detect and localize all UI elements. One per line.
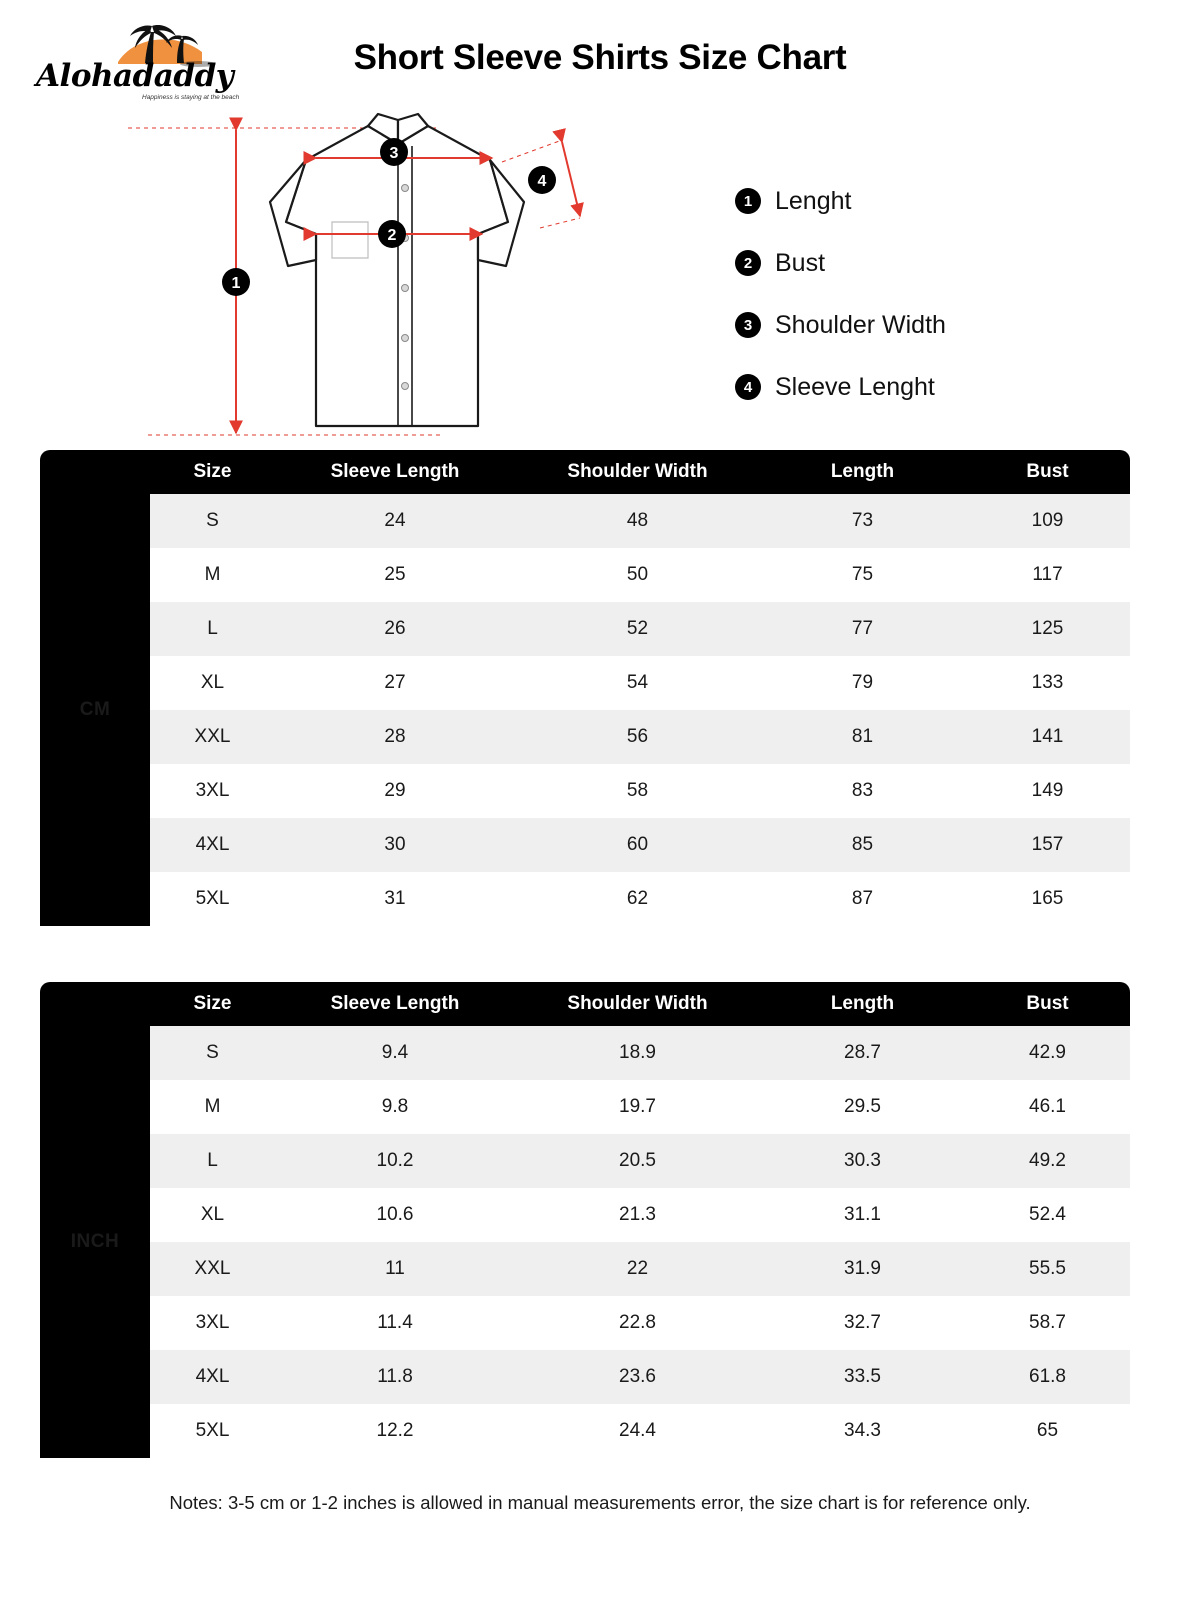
- cell-size: 3XL: [150, 764, 275, 818]
- cell-sleeve-length: 12.2: [275, 1404, 515, 1458]
- cell-bust: 61.8: [965, 1350, 1130, 1404]
- table-row: [40, 872, 1130, 926]
- unit-header-cell: [40, 450, 150, 494]
- cell-length: 73: [760, 494, 965, 548]
- cell-length: 28.7: [760, 1026, 965, 1080]
- cell-sleeve-length: 25: [275, 548, 515, 602]
- cell-size: S: [150, 494, 275, 548]
- cell-bust: 58.7: [965, 1296, 1130, 1350]
- cell-sleeve-length: 11: [275, 1242, 515, 1296]
- legend-label-1: Lenght: [775, 186, 852, 215]
- table-row: [40, 1296, 1130, 1350]
- cell-size: 5XL: [150, 1404, 275, 1458]
- column-header-sleeve-length: Sleeve Length: [275, 450, 515, 494]
- cell-bust: 49.2: [965, 1134, 1130, 1188]
- cell-length: 32.7: [760, 1296, 965, 1350]
- table-row: [40, 656, 1130, 710]
- cell-length: 34.3: [760, 1404, 965, 1458]
- cell-bust: 117: [965, 548, 1130, 602]
- svg-text:4: 4: [537, 173, 547, 190]
- cell-bust: 133: [965, 656, 1130, 710]
- cell-shoulder-width: 22: [515, 1242, 760, 1296]
- svg-text:3: 3: [389, 145, 399, 162]
- cell-shoulder-width: 21.3: [515, 1188, 760, 1242]
- brand-name: Alohadaddy: [36, 58, 234, 94]
- cell-size: 4XL: [150, 818, 275, 872]
- legend-label-4: Sleeve Lenght: [775, 372, 935, 401]
- column-header-bust: Bust: [965, 982, 1130, 1026]
- cell-length: 33.5: [760, 1350, 965, 1404]
- unit-label-cm: CM: [40, 494, 150, 926]
- cell-sleeve-length: 27: [275, 656, 515, 710]
- cell-shoulder-width: 56: [515, 710, 760, 764]
- table-row: [40, 1080, 1130, 1134]
- cell-sleeve-length: 28: [275, 710, 515, 764]
- cell-sleeve-length: 9.8: [275, 1080, 515, 1134]
- legend-label-3: Shoulder Width: [775, 310, 946, 339]
- page-title: Short Sleeve Shirts Size Chart: [353, 38, 847, 77]
- cell-length: 83: [760, 764, 965, 818]
- cell-bust: 42.9: [965, 1026, 1130, 1080]
- table-row: [40, 494, 1130, 548]
- diagram-legend: [735, 170, 946, 418]
- cell-shoulder-width: 50: [515, 548, 760, 602]
- cell-sleeve-length: 31: [275, 872, 515, 926]
- cell-sleeve-length: 29: [275, 764, 515, 818]
- table-spacer: [0, 926, 1200, 982]
- table-header-row: [40, 982, 1130, 1026]
- legend-item-sleeve-length: [735, 356, 946, 418]
- column-header-shoulder-width: Shoulder Width: [515, 982, 760, 1026]
- cell-bust: 165: [965, 872, 1130, 926]
- cell-bust: 52.4: [965, 1188, 1130, 1242]
- cell-length: 31.9: [760, 1242, 965, 1296]
- cell-size: L: [150, 1134, 275, 1188]
- cell-shoulder-width: 23.6: [515, 1350, 760, 1404]
- cell-length: 75: [760, 548, 965, 602]
- legend-item-length: [735, 170, 946, 232]
- cell-bust: 149: [965, 764, 1130, 818]
- cell-size: L: [150, 602, 275, 656]
- cell-shoulder-width: 52: [515, 602, 760, 656]
- legend-label-2: Bust: [775, 248, 826, 277]
- table-row: [40, 710, 1130, 764]
- cell-sleeve-length: 10.2: [275, 1134, 515, 1188]
- cell-sleeve-length: 24: [275, 494, 515, 548]
- cell-length: 31.1: [760, 1188, 965, 1242]
- legend-badge-3: 3: [735, 312, 761, 338]
- legend-badge-2: 2: [735, 250, 761, 276]
- column-header-bust: Bust: [965, 450, 1130, 494]
- cell-bust: 55.5: [965, 1242, 1130, 1296]
- table-row: [40, 1350, 1130, 1404]
- cm-size-table: [40, 450, 1130, 926]
- cell-length: 87: [760, 872, 965, 926]
- cell-shoulder-width: 48: [515, 494, 760, 548]
- table-row: [40, 764, 1130, 818]
- cell-size: XXL: [150, 710, 275, 764]
- column-header-size: Size: [150, 450, 275, 494]
- cell-sleeve-length: 26: [275, 602, 515, 656]
- cell-length: 29.5: [760, 1080, 965, 1134]
- shirt-illustration: [110, 110, 710, 450]
- cell-shoulder-width: 54: [515, 656, 760, 710]
- legend-item-shoulder-width: [735, 294, 946, 356]
- cell-bust: 141: [965, 710, 1130, 764]
- table-row: [40, 1026, 1130, 1080]
- cell-size: 3XL: [150, 1296, 275, 1350]
- brand-tagline: Happiness is staying at the beach: [142, 94, 240, 101]
- table-row: [40, 1242, 1130, 1296]
- cell-shoulder-width: 62: [515, 872, 760, 926]
- cell-size: S: [150, 1026, 275, 1080]
- cell-length: 81: [760, 710, 965, 764]
- measurement-diagram: [0, 110, 1200, 450]
- legend-badge-4: 4: [735, 374, 761, 400]
- table-row: [40, 1134, 1130, 1188]
- cell-bust: 157: [965, 818, 1130, 872]
- cell-bust: 125: [965, 602, 1130, 656]
- cell-bust: 65: [965, 1404, 1130, 1458]
- cell-sleeve-length: 11.8: [275, 1350, 515, 1404]
- column-header-length: Length: [760, 450, 965, 494]
- cell-size: M: [150, 1080, 275, 1134]
- cell-sleeve-length: 10.6: [275, 1188, 515, 1242]
- page-header: [0, 0, 1200, 110]
- svg-text:1: 1: [231, 275, 241, 292]
- table-row: [40, 1188, 1130, 1242]
- legend-badge-1: 1: [735, 188, 761, 214]
- cell-size: M: [150, 548, 275, 602]
- table-row: [40, 1404, 1130, 1458]
- cell-bust: 109: [965, 494, 1130, 548]
- cell-size: 5XL: [150, 872, 275, 926]
- cell-sleeve-length: 11.4: [275, 1296, 515, 1350]
- cell-length: 79: [760, 656, 965, 710]
- cell-size: XL: [150, 1188, 275, 1242]
- cell-shoulder-width: 58: [515, 764, 760, 818]
- cell-sleeve-length: 9.4: [275, 1026, 515, 1080]
- column-header-shoulder-width: Shoulder Width: [515, 450, 760, 494]
- legend-item-bust: [735, 232, 946, 294]
- column-header-size: Size: [150, 982, 275, 1026]
- column-header-sleeve-length: Sleeve Length: [275, 982, 515, 1026]
- cell-length: 77: [760, 602, 965, 656]
- table-row: [40, 548, 1130, 602]
- table-header-row: [40, 450, 1130, 494]
- cell-shoulder-width: 18.9: [515, 1026, 760, 1080]
- cell-shoulder-width: 22.8: [515, 1296, 760, 1350]
- cell-bust: 46.1: [965, 1080, 1130, 1134]
- unit-label-inch: INCH: [40, 1026, 150, 1458]
- column-header-length: Length: [760, 982, 965, 1026]
- cell-size: XXL: [150, 1242, 275, 1296]
- table-row: [40, 602, 1130, 656]
- inch-size-table-wrapper: [40, 982, 1160, 1458]
- table-row: [40, 818, 1130, 872]
- cell-shoulder-width: 19.7: [515, 1080, 760, 1134]
- cell-shoulder-width: 20.5: [515, 1134, 760, 1188]
- cell-length: 30.3: [760, 1134, 965, 1188]
- footer-notes: Notes: 3-5 cm or 1-2 inches is allowed in manual measurements error, the size chart is for reference only.: [169, 1492, 1031, 1513]
- cell-length: 85: [760, 818, 965, 872]
- cell-size: XL: [150, 656, 275, 710]
- cm-size-table-wrapper: [40, 450, 1160, 926]
- cell-shoulder-width: 60: [515, 818, 760, 872]
- cell-sleeve-length: 30: [275, 818, 515, 872]
- cell-size: 4XL: [150, 1350, 275, 1404]
- inch-size-table: [40, 982, 1130, 1458]
- cell-shoulder-width: 24.4: [515, 1404, 760, 1458]
- svg-text:2: 2: [387, 227, 397, 244]
- unit-header-cell: [40, 982, 150, 1026]
